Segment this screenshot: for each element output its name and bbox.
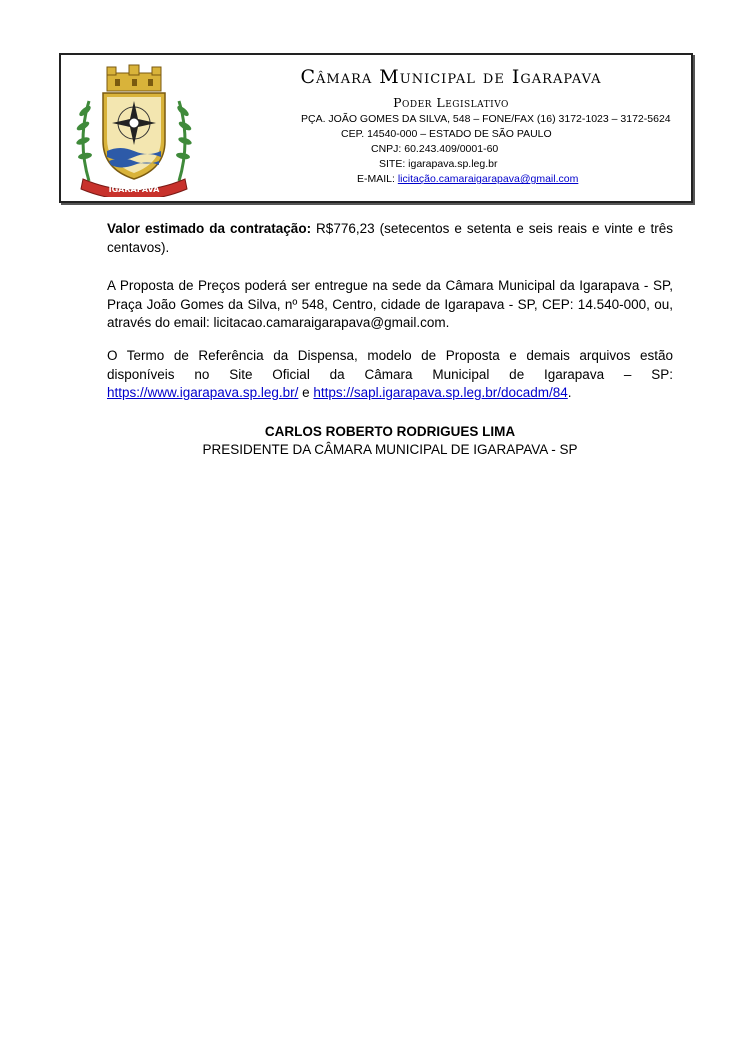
estimated-value-text: R$776,23 (setecentos e setenta e seis reais e vinte e três centavos). <box>107 221 673 255</box>
documents-end: . <box>567 385 572 400</box>
crest-banner-text: IGARAPAVA <box>108 185 160 194</box>
email-link[interactable]: licitação.camaraigarapava@gmail.com <box>397 173 579 185</box>
official-site-link[interactable]: https://www.igarapava.sp.leg.br/ <box>107 385 299 400</box>
institution-email-line <box>357 173 578 185</box>
municipal-crest-icon <box>75 61 193 197</box>
institution-title: Câmara Municipal de Igarapava <box>300 66 602 88</box>
sapl-document-link[interactable]: https://sapl.igarapava.sp.leg.br/docadm/84 <box>313 385 568 400</box>
institution-site: SITE: igarapava.sp.leg.br <box>379 158 498 170</box>
documents-availability-paragraph <box>107 347 673 403</box>
institution-subtitle: Poder Legislativo <box>393 95 509 110</box>
institution-cnpj: CNPJ: 60.243.409/0001-60 <box>371 143 499 155</box>
proposal-delivery-paragraph: A Proposta de Preços poderá ser entregue na sede da Câmara Municipal da Igarapava - SP, Praça João Gomes da Silva, nº 548, Centro, cidade de Igarapava - SP, CEP: 14.540-000, ou, através do email: licitacao.camaraigarapava@gmail.com. <box>107 278 673 330</box>
signatory-role: PRESIDENTE DA CÂMARA MUNICIPAL DE IGARAPAVA - SP <box>202 442 578 457</box>
estimated-value-paragraph <box>107 220 673 257</box>
documents-text: O Termo de Referência da Dispensa, modelo de Proposta e demais arquivos estão disponíveis no Site Oficial da Câmara Municipal de Igarapava – SP: <box>107 348 673 382</box>
estimated-value-label: Valor estimado da contratação: <box>107 221 312 236</box>
signatory-name: CARLOS ROBERTO RODRIGUES LIMA <box>264 424 516 439</box>
documents-connector: e <box>298 385 314 400</box>
institution-address: PÇA. JOÃO GOMES DA SILVA, 548 – FONE/FAX (16) 3172-1023 – 3172-5624 <box>301 113 671 125</box>
email-label: E-MAIL: <box>357 173 398 185</box>
institution-cep: CEP. 14540-000 – ESTADO DE SÃO PAULO <box>341 128 552 140</box>
letterhead <box>59 53 693 203</box>
